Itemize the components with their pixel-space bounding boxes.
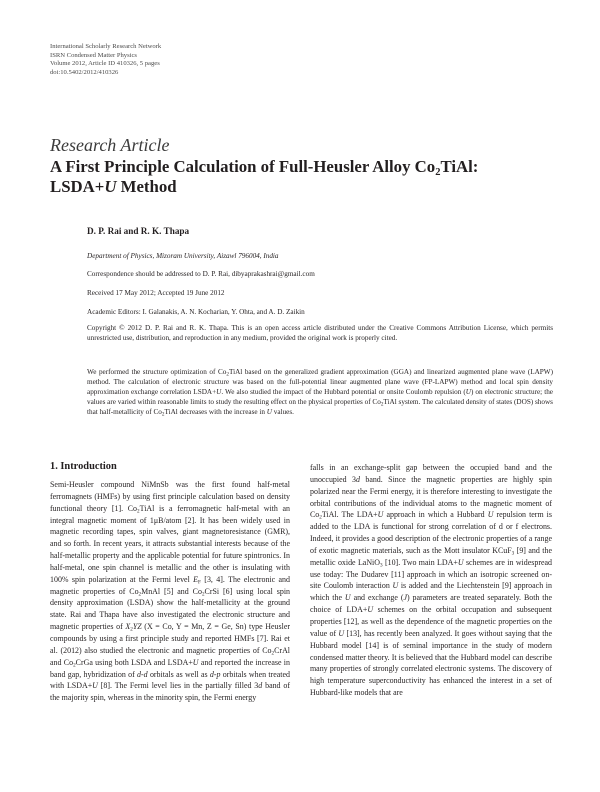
body-column-left [50,479,290,704]
academic-editors: Academic Editors: I. Galanakis, A. N. Kocharian, Y. Ohta, and A. D. Zaikin [87,308,305,316]
journal-name: ISRN Condensed Matter Physics [50,51,137,59]
paragraph: Semi-Heusler compound NiMnSb was the first found half-metal ferromagnets (HMFs) by using first principle calculation based on density functional theory [1]. $Co_2TiAl$ is a ferromagnetic half-metal with an integral magnetic moment of 1μB/atom [2]. It has been widely used in magnetic recording tapes, spin valves, giant magnetoresistance (GMR), and so forth. In recent years, it attracts substantial interests because of the half-metallic property and the applicable potential for future spintronics. In half-metal, one spin channel is metallic and the other is insulating with 100% spin polarization at the Fermi level $E_F$ [3, 4]. The electronic and magnetic properties of $Co_2MnAl$ [5] and $Co_2CrSi$ [6] using local spin density approximation (LSDA) show the half-metallicity at the ground state. Rai and Thapa have also investigated the electronic structure and magnetic properties of $X_2YZ$ (X = Co, Y = Mn, Z = Ge, Sn) type Heusler compounds by using a first principle study and reported HMFs [7]. Rai et al. (2012) also studied the electronic and magnetic properties of $Co_2CrAl$ and $Co_2CrGa$ using both LSDA and LSDA+U and reported the increase in band gap, hybridization of d-d orbitals as well as d-p orbitals when treated with LSDA+U [8]. The Fermi level lies in the partially filled 3d band of the majority spin, whereas in the minority spin, the Fermi energy [50,480,291,703]
copyright: Copyright © 2012 D. P. Rai and R. K. Thapa. This is an open access article distributed under the Creative Commons Attribution License, which permits unrestricted use, distribution, and reproduction in any medium, provided the original work is properly cited. [87,324,553,342]
journal-info [50,43,161,77]
affiliation: Department of Physics, Mizoram University, Aizawl 796004, India [87,252,279,260]
section-heading-introduction: 1. Introduction [50,461,117,472]
authors: D. P. Rai and R. K. Thapa [87,226,190,236]
article-type: Research Article [50,135,170,155]
journal-publisher: International Scholarly Research Network [50,43,162,50]
journal-doi: doi:10.5402/2012/410326 [50,68,119,76]
paragraph: falls in an exchange-split gap between the occupied band and the unoccupied 3d band. Since the magnetic properties are highly spin polarized near the Fermi energy, it is therefore interesting to investigate the orbital contributions of the individual atoms to the magnetic moment of $Co_2TiAl$. The LDA+U approach in which a Hubbard U repulsion term is added to the LDA is functional for strong correlation of d or f electrons. Indeed, it provides a good description of the electronic properties of a range of exotic magnetic materials, such as the Mott insulator KCuF$_3$ [9] and the metallic oxide LaNiO$_3$ [10]. Two main LDA+U schemes are in widespread use today: The Dudarev [11] approach in which an isotropic screened on-site Coulomb interaction U is added and the Liechtenstein [9] approach in which the U and exchange (J) parameters are treated separately. Both the choice of LDA+U schemes on the orbital occupation and subsequent properties [12], as well as the dependence of the magnetic properties on the value of U [13], has recently been analyzed. It goes without saying that the Hubbard model [14] is of seminal importance in the study of modern condensed matter theory. It is believed that the Hubbard model can describe many properties of strongly correlated electronic systems. The discovery of high temperature superconductivity has enhanced the interest in a set of Hubbard-like models that are [310,463,552,698]
abstract: We performed the structure optimization of $Co_2TiAl$ based on the generalized gradient approximation (GGA) and linearized augmented plane wave (LAPW) method. The calculation of electronic structure was based on the full-potential linear augmented plane wave (FP-LAPW) method and local spin density approximation exchange correlation LSDA+U. We also studied the impact of the Hubbard potential or onsite Coulomb repulsion (U) on electronic structure; the values are varied within reasonable limits to study the resulting effect on the physical properties of $Co_2TiAl$ system. The calculated density of states (DOS) shows that half-metallicity of $Co_2TiAl$ decreases with the increase in U values. [87,368,554,418]
dates: Received 17 May 2012; Accepted 19 June 2012 [87,289,225,297]
journal-volume: Volume 2012, Article ID 410326, 5 pages [50,60,160,68]
paper-title: A First Principle Calculation of Full-Heusler Alloy $Co_2TiAl$: LSDA+U Method [50,157,479,196]
correspondence: Correspondence should be addressed to D. P. Rai, dibyaprakashrai@gmail.com [87,270,315,278]
body-column-right [310,462,552,699]
